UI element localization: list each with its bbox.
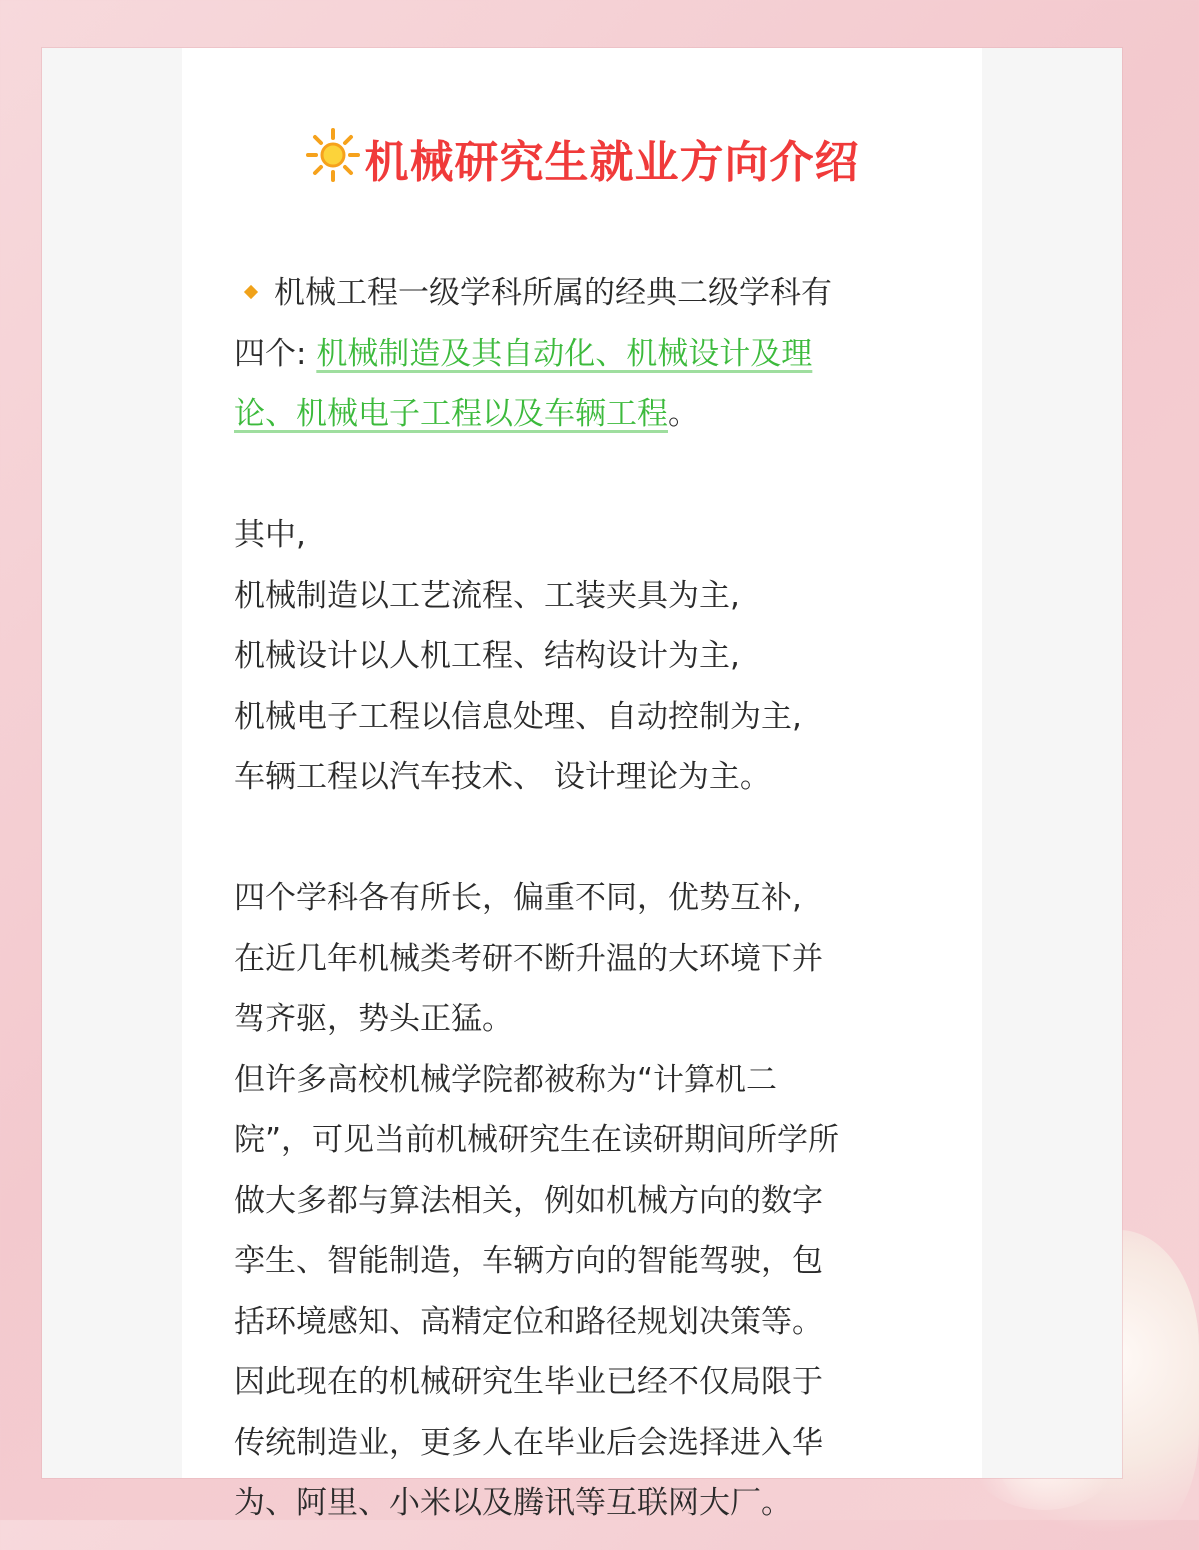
disciplines-link-part-2[interactable]: 论、机械电子工程以及车辆工程 <box>234 396 668 432</box>
article-body <box>234 263 954 1534</box>
document-page <box>182 48 982 1521</box>
sun-icon <box>305 127 361 194</box>
intro-prefix: 四个: <box>234 335 317 372</box>
section2-line: 车辆工程以汽车技术、 设计理论为主。 <box>234 759 771 795</box>
section3-line: 在近几年机械类考研不断升温的大环境下并 <box>234 940 823 977</box>
section3-line: 四个学科各有所长，偏重不同，优势互补, <box>234 880 802 916</box>
intro-suffix: 。 <box>668 396 699 432</box>
section3-line: 但许多高校机械学院都被称为“计算机二 <box>234 1061 778 1098</box>
section3-line: 传统制造业，更多人在毕业后会选择进入华 <box>234 1424 823 1461</box>
intro-line-3 <box>234 384 954 445</box>
intro-line-2 <box>234 324 954 385</box>
section2-line: 其中, <box>234 517 306 553</box>
section3-line: 为、阿里、小米以及腾讯等互联网大厂。 <box>234 1485 792 1521</box>
section3-line: 驾齐驱，势头正猛。 <box>234 1001 513 1037</box>
disciplines-link-part-1[interactable]: 机械制造及其自动化、机械设计及理 <box>316 335 813 372</box>
section3-line: 因此现在的机械研究生毕业已经不仅局限于 <box>234 1364 823 1400</box>
section3-line: 孪生、智能制造，车辆方向的智能驾驶，包 <box>234 1243 823 1279</box>
intro-line-1 <box>234 263 954 324</box>
section2-line: 机械电子工程以信息处理、自动控制为主, <box>234 698 802 735</box>
intro-text-1: 机械工程一级学科所属的经典二级学科有 <box>274 275 832 311</box>
section2-line: 机械制造以工艺流程、工装夹具为主, <box>234 577 740 614</box>
section3-line: 院”，可见当前机械研究生在读研期间所学所 <box>234 1122 840 1158</box>
section3-line: 做大多都与算法相关，例如机械方向的数字 <box>234 1182 823 1219</box>
paragraph-gap <box>234 808 954 869</box>
paragraph-gap <box>234 445 954 506</box>
section3-line: 括环境感知、高精定位和路径规划决策等。 <box>234 1303 823 1340</box>
diamond-bullet-icon <box>244 284 258 298</box>
title-text: 机械研究生就业方向介绍 <box>364 137 860 188</box>
page-title <box>182 126 982 194</box>
section2-line: 机械设计以人机工程、结构设计为主, <box>234 638 740 674</box>
